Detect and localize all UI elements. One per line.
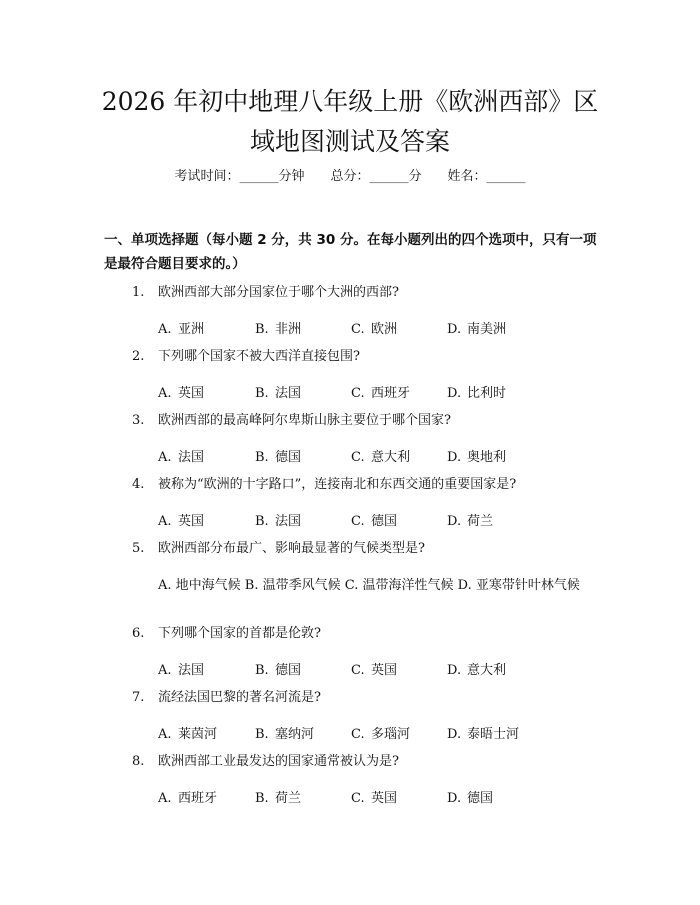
option-letter: C.	[351, 514, 365, 529]
option-text: 法国	[275, 386, 302, 401]
option	[255, 659, 301, 678]
option	[158, 510, 204, 529]
question-text: 欧洲西部分布最广、影响最显著的气候类型是?	[158, 541, 425, 556]
option	[351, 510, 397, 529]
question-stem	[132, 750, 399, 769]
option	[447, 510, 493, 529]
option-letter: B.	[255, 663, 269, 678]
option-text: 意大利	[371, 450, 411, 465]
option-text: 比利时	[467, 386, 507, 401]
option-text: 英国	[178, 386, 205, 401]
option-letter: A.	[158, 727, 172, 742]
option-row	[158, 659, 678, 677]
option-row	[158, 787, 678, 805]
option-text: 法国	[178, 450, 205, 465]
option-letter: B.	[255, 386, 269, 401]
option	[351, 787, 397, 806]
exam-name: 姓名：______	[447, 169, 526, 184]
option-row	[158, 318, 678, 336]
option-row	[158, 446, 678, 464]
question-text: 欧洲西部工业最发达的国家通常被认为是?	[158, 754, 399, 769]
option-row	[158, 723, 678, 741]
option-letter: A.	[158, 386, 172, 401]
option-row	[158, 382, 678, 400]
option	[158, 446, 204, 465]
exam-meta	[0, 168, 700, 186]
option-letter: A.	[158, 791, 172, 806]
option	[255, 446, 301, 465]
option-text: 德国	[275, 663, 302, 678]
question-text: 欧洲西部大部分国家位于哪个大洲的西部?	[158, 285, 399, 300]
option	[255, 510, 301, 529]
question-number: 6.	[132, 626, 145, 641]
option	[158, 659, 204, 678]
option-letter: D.	[447, 663, 462, 678]
option-text: 意大利	[467, 663, 507, 678]
option-letter: B.	[255, 322, 269, 337]
option-letter: C.	[351, 450, 365, 465]
option-letter: C.	[351, 727, 365, 742]
option-text: 荷兰	[467, 514, 494, 529]
question-number: 7.	[132, 690, 145, 705]
option-text: 法国	[178, 663, 205, 678]
option	[351, 723, 410, 742]
section-heading: 一、单项选择题（每小题 2 分，共 30 分。在每小题列出的四个选项中，只有一项是最符合题目要求的。）	[104, 232, 597, 272]
question-stem	[132, 345, 360, 364]
option-letter: C.	[351, 386, 365, 401]
question-number: 2.	[132, 349, 145, 364]
option-text: 西班牙	[178, 791, 218, 806]
option-text: 西班牙	[371, 386, 411, 401]
option-letter: D.	[447, 514, 462, 529]
option-row-wrapped: A. 地中海气候 B. 温带季风气候 C. 温带海洋性气候 D. 亚寒带针叶林气候	[158, 578, 580, 593]
question-number: 3.	[132, 413, 145, 428]
option-letter: D.	[447, 727, 462, 742]
option-text: 南美洲	[467, 322, 507, 337]
option-letter: D.	[447, 386, 462, 401]
option-text: 法国	[275, 514, 302, 529]
option-text: 英国	[178, 514, 205, 529]
option-text: 德国	[467, 791, 494, 806]
option-text: 非洲	[275, 322, 302, 337]
option	[351, 446, 410, 465]
option	[255, 723, 314, 742]
option-letter: C.	[351, 663, 365, 678]
option	[158, 723, 217, 742]
option-letter: D.	[447, 450, 462, 465]
exam-time: 考试时间：______分钟	[174, 169, 305, 184]
exam-total-score: 总分：______分	[330, 169, 422, 184]
option-text: 欧洲	[371, 322, 398, 337]
question-text: 被称为“欧洲的十字路口”，连接南北和东西交通的重要国家是?	[158, 477, 517, 492]
option-text: 荷兰	[275, 791, 302, 806]
question-stem	[132, 409, 451, 428]
option-letter: A.	[158, 663, 172, 678]
question-stem	[132, 537, 425, 556]
option	[158, 787, 217, 806]
option	[351, 318, 397, 337]
option-row	[158, 510, 678, 528]
question-text: 欧洲西部的最高峰阿尔卑斯山脉主要位于哪个国家?	[158, 413, 451, 428]
question-stem	[132, 686, 321, 705]
option-text: 多瑙河	[371, 727, 411, 742]
option-letter: D.	[447, 791, 462, 806]
option-text: 英国	[371, 791, 398, 806]
option-text: 泰晤士河	[467, 727, 520, 742]
option-letter: B.	[255, 514, 269, 529]
question-number: 5.	[132, 541, 145, 556]
option	[447, 446, 506, 465]
option	[351, 659, 397, 678]
option	[255, 382, 301, 401]
option-text: 英国	[371, 663, 398, 678]
option-letter: A.	[158, 450, 172, 465]
option	[447, 382, 506, 401]
option-text: 奥地利	[467, 450, 507, 465]
option	[447, 318, 506, 337]
question-number: 8.	[132, 754, 145, 769]
question-text: 流经法国巴黎的著名河流是?	[158, 690, 321, 705]
option-letter: D.	[447, 322, 462, 337]
option-letter: A.	[158, 322, 172, 337]
title-line-1: 2026 年初中地理八年级上册《欧洲西部》区	[101, 87, 599, 116]
option	[158, 382, 204, 401]
title-line-2: 域地图测试及答案	[249, 127, 450, 156]
option-text: 莱茵河	[178, 727, 218, 742]
option	[255, 318, 301, 337]
option	[447, 659, 506, 678]
question-stem	[132, 281, 399, 300]
option	[351, 382, 410, 401]
option-letter: C.	[351, 791, 365, 806]
option	[447, 787, 493, 806]
option-letter: A.	[158, 514, 172, 529]
option-text: 塞纳河	[275, 727, 315, 742]
option-letter: C.	[351, 322, 365, 337]
option-text: 德国	[371, 514, 398, 529]
question-number: 4.	[132, 477, 145, 492]
question-text: 下列哪个国家不被大西洋直接包围?	[158, 349, 360, 364]
option-text: 德国	[275, 450, 302, 465]
option-letter: B.	[255, 727, 269, 742]
question-number: 1.	[132, 285, 145, 300]
question-stem	[132, 622, 321, 641]
option	[255, 787, 301, 806]
question-stem	[132, 473, 516, 492]
option-text: 亚洲	[178, 322, 205, 337]
option	[447, 723, 519, 742]
option	[158, 318, 204, 337]
option-letter: B.	[255, 791, 269, 806]
question-text: 下列哪个国家的首都是伦敦?	[158, 626, 321, 641]
document-title	[60, 82, 640, 162]
option-letter: B.	[255, 450, 269, 465]
